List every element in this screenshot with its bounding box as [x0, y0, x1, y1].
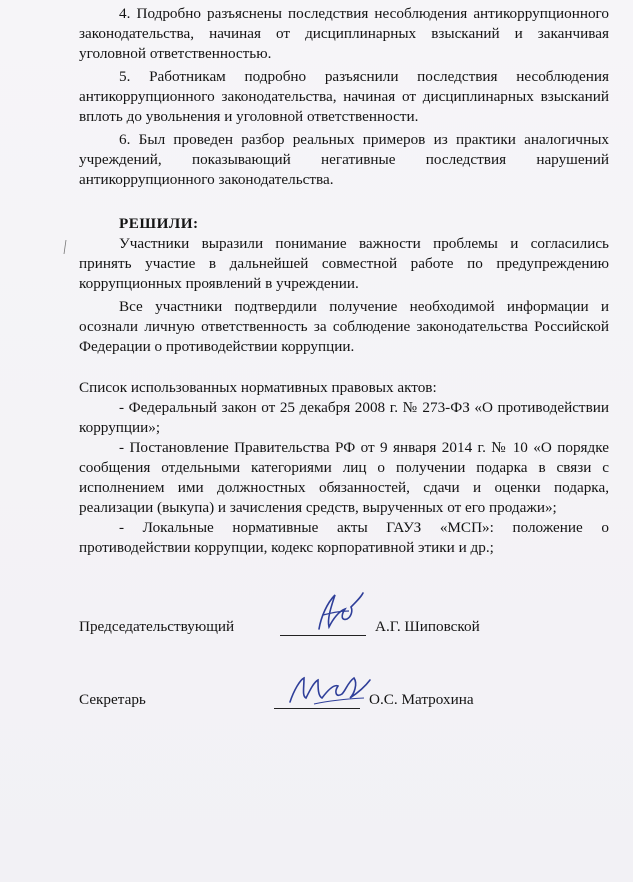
- acts-list-title: Список использованных нормативных правовых актов:: [79, 379, 437, 396]
- chair-handwritten-signature: [301, 589, 371, 639]
- document-body: [79, 4, 609, 558]
- paragraph-4: 4. Подробно разъяснены последствия несоблюдения антикоррупционного законодательства, начиная от дисциплинарных взысканий и заканчивая уголовной ответственностью.: [79, 5, 609, 62]
- secretary-name: О.С. Матрохина: [369, 691, 474, 708]
- paragraph-5: 5. Работникам подробно разъяснили последствия несоблюдения антикоррупционного законодательства, начиная от дисциплинарных взысканий вплоть до увольнения и уголовной ответственности.: [79, 68, 609, 125]
- margin-pencil-mark: [62, 240, 68, 254]
- resolution-2: Все участники подтвердили получение необходимой информации и осознали личную ответственность за соблюдение законодательства Российской Федерации о противодействии коррупции.: [79, 298, 609, 355]
- acts-list-item: - Федеральный закон от 25 декабря 2008 г. № 273-ФЗ «О противодействии коррупции»;: [79, 399, 609, 436]
- acts-list-item: - Локальные нормативные акты ГАУЗ «МСП»: положение о противодействии коррупции, кодекс корпоративной этики и др.;: [79, 519, 609, 556]
- chair-name: А.Г. Шиповской: [375, 618, 480, 635]
- secretary-role: Секретарь: [79, 691, 146, 708]
- paragraph-6: 6. Был проведен разбор реальных примеров из практики аналогичных учреждений, показывающий негативные последствия нарушений антикоррупционного законодательства.: [79, 131, 609, 188]
- secretary-handwritten-signature: [284, 668, 374, 712]
- resolved-heading: РЕШИЛИ:: [119, 215, 199, 232]
- resolution-1: Участники выразили понимание важности проблемы и согласились принять участие в дальнейшей совместной работе по предупреждению коррупционных проявлений в учреждении.: [79, 235, 609, 292]
- acts-list-item: - Постановление Правительства РФ от 9 января 2014 г. № 10 «О порядке сообщения отдельными категориями лиц о получении подарка в связи с исполнением ими должностных обязанностей, сдачи и оценки подарка, реализации (выкупа) и зачисления средств, вырученных от его продажи»;: [79, 439, 609, 516]
- chair-role: Председательствующий: [79, 618, 235, 635]
